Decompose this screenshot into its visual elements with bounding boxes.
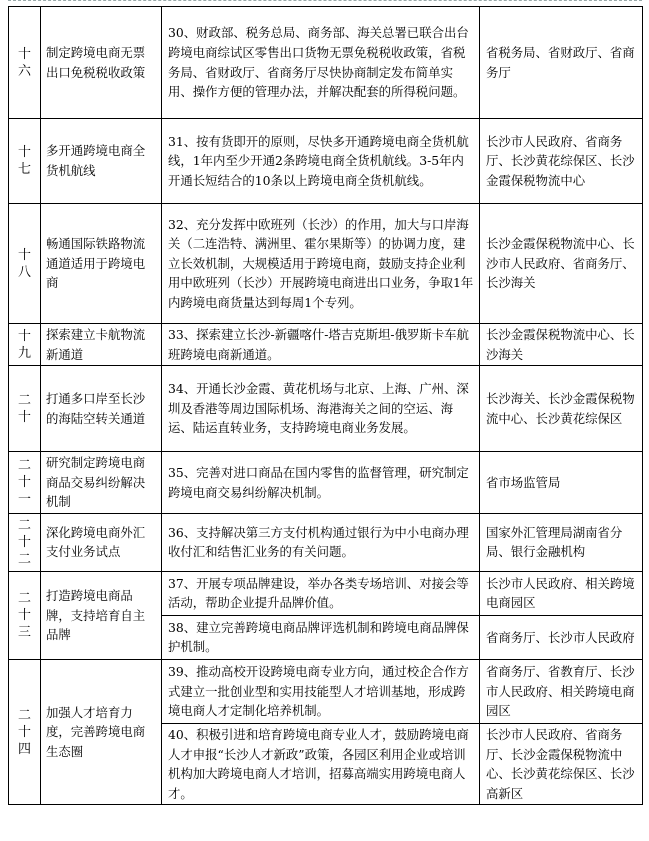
measure-text: 35、完善对进口商品在国内零售的监督管理，研究制定跨境电商交易纠纷解决机制。 (162, 452, 480, 514)
responsible-departments: 长沙金霞保税物流中心、长沙海关 (480, 324, 643, 366)
item-number: 十七 (9, 119, 41, 204)
policy-table (8, 6, 643, 805)
item-title: 打造跨境电商品牌，支持培育自主品牌 (41, 571, 162, 659)
responsible-departments: 长沙市人民政府、省商务厅、长沙黄花综保区、长沙金霞保税物流中心 (480, 119, 643, 204)
item-number: 二十一 (9, 452, 41, 514)
item-number: 十九 (9, 324, 41, 366)
measure-text: 34、开通长沙金霞、黄花机场与北京、上海、广州、深圳及香港等周边国际机场、海港海关之间的空运、海运、陆运直转业务，支持跨境电商业务发展。 (162, 366, 480, 452)
table-row (9, 571, 643, 615)
measure-text: 39、推动高校开设跨境电商专业方向，通过校企合作方式建立一批创业型和实用技能型人才培训基地，形成跨境电商人才定制化培养机制。 (162, 659, 480, 723)
measure-text: 37、开展专项品牌建设，举办各类专场培训、对接会等活动，帮助企业提升品牌价值。 (162, 571, 480, 615)
measure-text: 30、财政部、税务总局、商务部、海关总署已联合出台跨境电商综试区零售出口货物无票免税税收政策，省税务局、省财政厅、省商务厅尽快协商制定发布简单实用、操作方便的管理办法，并解决配套的所得税问题。 (162, 7, 480, 119)
item-title: 打通多口岸至长沙的海陆空转关通道 (41, 366, 162, 452)
item-title: 研究制定跨境电商商品交易纠纷解决机制 (41, 452, 162, 514)
measure-text: 40、积极引进和培育跨境电商专业人才，鼓励跨境电商人才申报“长沙人才新政”政策，各园区利用企业或培训机构加大跨境电商人才培训，招募高端实用跨境电商人才。 (162, 723, 480, 804)
measure-text: 38、建立完善跨境电商品牌评选机制和跨境电商品牌保护机制。 (162, 615, 480, 659)
item-number: 二十四 (9, 659, 41, 804)
item-title: 制定跨境电商无票出口免税税收政策 (41, 7, 162, 119)
measure-text: 33、探索建立长沙-新疆喀什-塔吉克斯坦-俄罗斯卡车航班跨境电商新通道。 (162, 324, 480, 366)
responsible-departments: 国家外汇管理局湖南省分局、银行金融机构 (480, 513, 643, 571)
responsible-departments: 省市场监管局 (480, 452, 643, 514)
measure-text: 31、按有货即开的原则，尽快多开通跨境电商全货机航线，1年内至少开通2条跨境电商全货机航线。3-5年内开通长短结合的10条以上跨境电商全货机航线。 (162, 119, 480, 204)
table-row (9, 324, 643, 366)
policy-table-body (9, 7, 643, 805)
item-title: 畅通国际铁路物流通道适用于跨境电商 (41, 204, 162, 324)
responsible-departments: 省税务局、省财政厅、省商务厅 (480, 7, 643, 119)
table-row (9, 7, 643, 119)
table-row (9, 204, 643, 324)
item-title: 多开通跨境电商全货机航线 (41, 119, 162, 204)
table-row (9, 659, 643, 723)
table-row (9, 513, 643, 571)
responsible-departments: 长沙金霞保税物流中心、长沙市人民政府、省商务厅、长沙海关 (480, 204, 643, 324)
table-row (9, 366, 643, 452)
item-number: 二十二 (9, 513, 41, 571)
table-row (9, 119, 643, 204)
responsible-departments: 长沙市人民政府、相关跨境电商园区 (480, 571, 643, 615)
item-number: 十八 (9, 204, 41, 324)
responsible-departments: 省商务厅、长沙市人民政府 (480, 615, 643, 659)
responsible-departments: 长沙海关、长沙金霞保税物流中心、长沙黄花综保区 (480, 366, 643, 452)
item-title: 加强人才培育力度，完善跨境电商生态圈 (41, 659, 162, 804)
item-number: 二十三 (9, 571, 41, 659)
page-top-rule (8, 0, 642, 1)
item-number: 二十 (9, 366, 41, 452)
item-title: 深化跨境电商外汇支付业务试点 (41, 513, 162, 571)
item-title: 探索建立卡航物流新通道 (41, 324, 162, 366)
measure-text: 36、支持解决第三方支付机构通过银行为中小电商办理收付汇和结售汇业务的有关问题。 (162, 513, 480, 571)
table-row (9, 452, 643, 514)
responsible-departments: 长沙市人民政府、省商务厅、长沙金霞保税物流中心、长沙黄花综保区、长沙高新区 (480, 723, 643, 804)
measure-text: 32、充分发挥中欧班列（长沙）的作用，加大与口岸海关（二连浩特、满洲里、霍尔果斯等）的协调力度，建立长效机制，大规模适用于跨境电商，鼓励支持企业利用中欧班列（长沙）开展跨境电商进出口业务，争取1年内跨境电商货量达到每周1个专列。 (162, 204, 480, 324)
responsible-departments: 省商务厅、省教育厅、长沙市人民政府、相关跨境电商园区 (480, 659, 643, 723)
item-number: 十六 (9, 7, 41, 119)
